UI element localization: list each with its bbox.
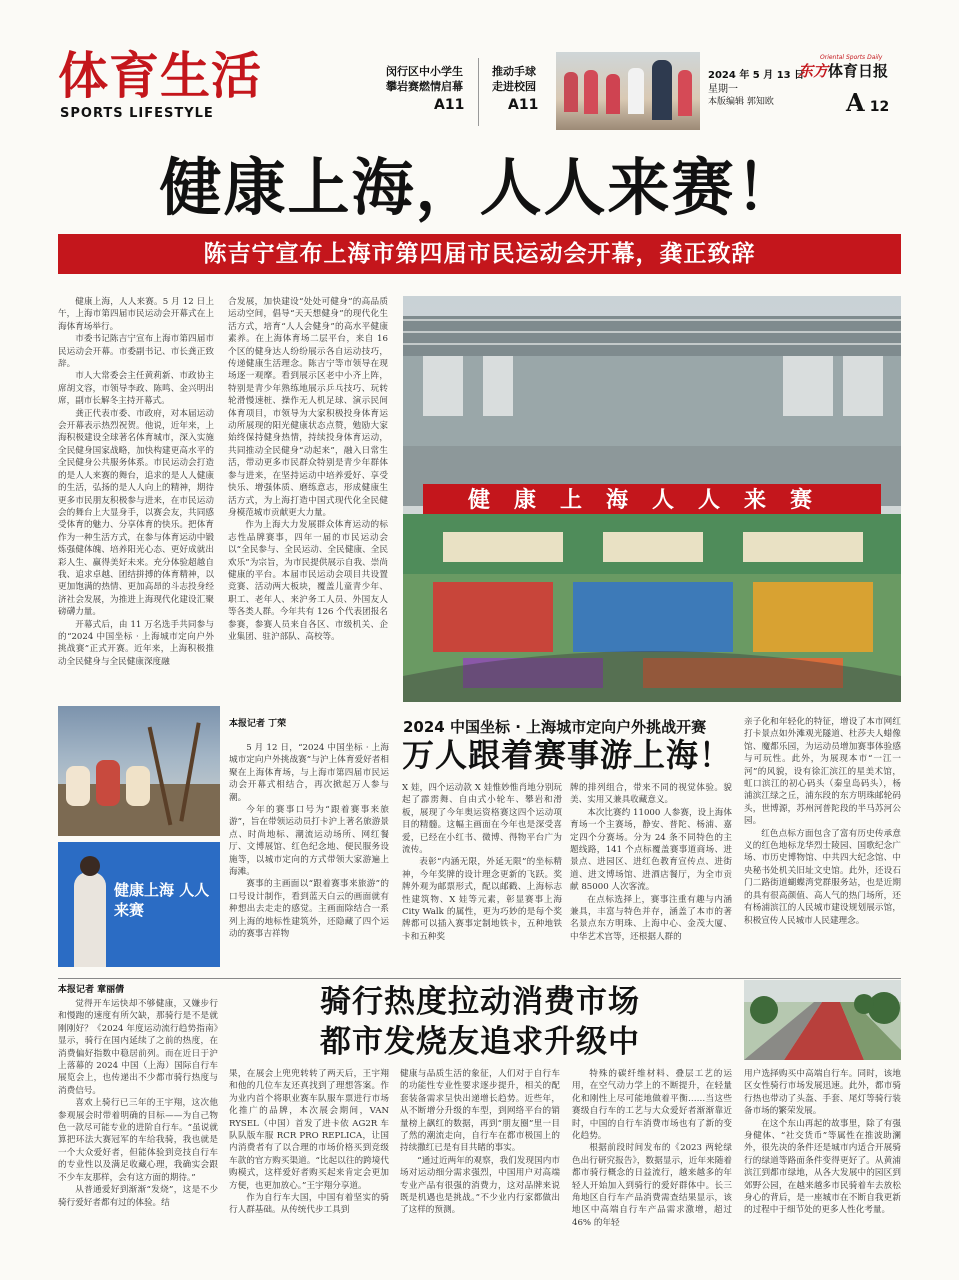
teaser-1-line2: 攀岩赛燃情启幕 (386, 80, 463, 93)
paragraph: 开幕式后，由 11 万名选手共同参与的“2024 中国坐标 · 上海城市定向户外挑战赛”正式开赛。近年来，上海积极推动全民健身与全民健康深度融 (58, 619, 214, 667)
article3-headline-line1: 骑行热度拉动消费市场 (320, 984, 640, 1020)
paragraph: 作为上海大力发展群众体育运动的标志性品牌赛事，四年一届的市民运动会以“全民参与、全民运动、全民健康、全民欢乐”为宗旨，为市民提供展示自我、崇尚健康的平台。本届市民运动会项目共设置竞赛、活动两大板块，覆盖儿童青少年、职工、老年人、来沪务工人员、外国友人等各类人群。今年共有 126 个代表团报名参赛，参赛人员来自各区、市级机关、企业集团、驻沪部队、高校等。 (228, 520, 388, 642)
paper-name-black: 体育日报 (828, 62, 889, 80)
section-subtitle: SPORTS LIFESTYLE (60, 106, 214, 121)
article3-headline (230, 982, 730, 1062)
paragraph: 在点标选择上，赛事注重有趣与内涵兼具，丰富与特色并存，涵盖了本市的著名景点东方明珠、上海中心、金茂大厦、中华艺术宫等，还根据人群的 (570, 894, 732, 942)
section-title: 体育生活 (58, 47, 262, 105)
article2-col-1 (229, 742, 389, 964)
rowing-photo[interactable] (58, 706, 220, 836)
page-number: 12 (869, 99, 890, 115)
paragraph: 亲子化和年轻化的特征，增设了本市网红打卡景点如外滩观光隧道、杜莎夫人蜡像馆、魔都乐园，为运动员增加赛事体验感与可玩性。此外，为展现本市“一江一河”的风貌，设有徐汇滨江的星美术馆，虹口滨江的初心码头（秦皇岛码头），杨浦滨江绿之丘，浦东段的东方明珠邮轮码头，世博源，苏州河普陀段的半马苏河公园。 (744, 717, 901, 827)
paragraph: 合发展，加快建设“处处可健身”的高品质运动空间，倡导“天天想健身”的现代化生活方式，培育“人人会健身”的高水平健康素养。在上海体育场二层平台，来自 16 个区的健身达人纷纷展示各自运动技巧，传递健康生活理念。陈吉宁等市领导在现场逐一观摩。看到展示区老中小齐上阵，特别是青少年熟练地展示乒乓技巧、玩转轮滑慢速桩、操作无人机足球、演示民间体育项目，市领导为大家积极投身体育运动所展现的阳光健康状态点赞，勉励大家始终保持健身热情，持续投身体育运动，共同推动全民健身“动起来”，融入日常生活，带动更多市民群众特别是青少年群体参与进来，在坚持运动中培养爱好、享受快乐、增强体质、磨练意志，形成健康生活方式，为上海打造中国式现代化全民健身模范城市贡献更大力量。 (228, 297, 388, 518)
article2-reporter: 本报记者 丁荣 (229, 719, 287, 729)
teaser-2-page: A11 (508, 97, 539, 113)
paragraph: 果，在展会上兜兜转转了两天后，王宇翔和他的几位车友还真找到了理想答案。作为业内首个将职业赛车队服车票进行市场化推广的品牌，本次展会期间，VAN RYSEL（中国）首发了进卡依 AG2R 车队队版车服 RCR PRO REPLICA，让国内消费者有了以合理的市场价格买到竞级车款的官方购买渠道。“比起以往的跨境代购模式，这样爱好者购买起来肯定会更加方便，也更加放心。”王宇翔分享道。 (229, 1069, 389, 1191)
paragraph: 牌的排列组合，带来不同的视觉体验。貌美、实用又兼具收藏意义。 (570, 783, 732, 806)
paragraph: 特殊的碳纤维材料、叠层工艺的运用，在空气动力学上的不断提升，在轻量化和刚性上尽可能地做着平衡……当这些赛级自行车的工艺与大众爱好者渐渐靠近时，中国的自行车消费市场也有了新的变化趋势。 (572, 1069, 732, 1142)
page-number-box (846, 88, 889, 116)
editors: 本版编辑 郭知欧 (708, 97, 774, 107)
paragraph: 市委书记陈吉宁宣布上海市第四届市民运动会开幕。市委副书记、市长龚正致辞。 (58, 334, 214, 370)
teaser-divider (478, 58, 479, 126)
weekday: 星期一 (708, 84, 738, 95)
teaser-1-line1: 闵行区中小学生 (386, 65, 463, 78)
paragraph: 健康与品质生活的象征，人们对于自行车的功能性专业性要求逐步提升，相关的配套装备需求呈快出递增长趋势。近些年，从不断增分升级的车型，到网络平台的销量榜上飙红的数据，再到“朋友圈”里一目了然的潮流走向，自行车在都市极国上的持续撒红已是有目共睹的事实。 (400, 1069, 560, 1154)
bike-lane-illustration (744, 980, 901, 1060)
paragraph: 作为自行车大国，中国有着坚实的骑行人群基础。从传统代步工具到 (229, 1193, 389, 1216)
lead-col-1 (58, 296, 214, 706)
teaser-2-line1: 推动手球 (492, 65, 536, 78)
masthead (0, 0, 959, 132)
paper-logo (798, 60, 888, 81)
stadium-illustration (403, 296, 901, 702)
article2-col-4 (744, 716, 901, 968)
teaser-2-line2: 走进校园 (492, 80, 536, 93)
lead-col-2 (228, 296, 388, 706)
article3-col-4 (572, 1068, 732, 1264)
paragraph: 从普通爱好到渐渐“发烧”，这是不少骑行爱好者都有过的体验。结 (58, 1185, 218, 1208)
article3-col-2 (229, 1068, 389, 1264)
article3-headline-line2: 都市发烧友追求升级中 (320, 1024, 640, 1060)
lead-subheadline-bar (58, 234, 901, 274)
paragraph: 觉得开车运快却不够健康，又嫌步行和慢跑的速度有所欠缺，那骑行是不是就刚刚好？《2024 年度运动流行趋势指南》显示，骑行在国内延续了之前的热度，在消费偏好指数中稳居前列。而在近日于沪上落幕的 2024 中国（上海）国际自行车展览会上，也传递出不少都市骑行热度与消费信号。 (58, 999, 218, 1096)
teaser-photo[interactable] (556, 52, 700, 130)
stadium-banner-text: 健康上海人人来赛 (467, 488, 837, 513)
paragraph: 龚正代表市委、市政府，对本届运动会开幕表示热烈祝贺。他说，近年来，上海积极建设全球著名体育城市，深入实施全民健身国家战略，加快构建更高水平的全民健身公共服务体系。市民运动会打造的是人人来赛的舞台，追求的是人人健康的生活，弘扬的是人人向上的精神，期待更多市民朋友积极参与进来，在市民运动会的舞台上大显身手，以赛会友，共同感受体育的魅力、分享体育的快乐。把体育作为一种生活方式，在参与体育运动中锻炼强健体魄、培养阳光心态、更好成就出彩人生、赢得美好未来。充分体验超越自我、追求卓越、团结拼搏的体育精神，以更加饱满的热情、更加高昂的斗志投身经济社会发展，为推进上海现代化建设汇聚磅礴力量。 (58, 408, 214, 618)
paragraph: 市人大常委会主任黄莉新、市政协主席胡文容，市领导李政、陈鸣、金兴明出席，副市长解冬主持开幕式。 (58, 371, 214, 407)
paragraph: 健康上海，人人来赛。5 月 12 日上午，上海市第四届市民运动会开幕式在上海体育场举行。 (58, 297, 214, 332)
date: 2024 年 5 月 13 日 (708, 70, 805, 81)
paragraph: 在这个东山再起的故事里，除了有强身健体、“社交货币”等属性在推波助澜外，很先决的条件还是城市内适合开展骑行的绿道等路面条件变得更好了。从黄浦滨江到都市绿地，从各大发展中的园区到郊野公园，在越来越多市民骑着车去放松身心的背后，是一座城市在不断自我更新的过程中于细节处的更多人性化考量。 (744, 1118, 901, 1216)
paragraph: 本次比赛约 11000 人参赛，设上海体育场一个主赛场，静安、普陀、杨浦、嘉定四个分赛场。分为 24 条不同特色的主题线路，141 个点标覆盖赛事道商场、进景点、进园区、进红色教育宣传点、进街道、进文博场馆、进酒店餐厅，为全市贡献 85000 人次客流。 (570, 807, 732, 893)
teaser-1-page: A11 (434, 97, 465, 113)
paragraph: 今年的赛事口号为“跟着赛事来旅游”，旨在带领运动员打卡沪上著名旅游景点、时尚地标、潮流运动场所、网红餐厅、文博展馆、红色纪念地、便民服务设施等，以城市定向的方式带领大家游遍上海滩。 (229, 805, 389, 878)
section-divider (58, 978, 901, 979)
article2-kicker: 2024 中国坐标 · 上海城市定向户外挑战开赛 (403, 718, 707, 736)
event-photo[interactable] (58, 842, 220, 967)
paragraph: 喜欢上骑行已三年的王宇翔，这次他参观展会时带着明确的目标——为自己物色一款尽可能专业的进阶自行车。“虽说就算把环法大赛冠军的车给我骑，我也就是一个大众爱好者，但能体验到竞技自行车的专业性以及满足收藏心理，我确实会跟不少车友那样，会有这方面的期待。” (58, 1098, 218, 1183)
article3-col-5 (744, 1068, 901, 1264)
paper-name-small: Oriental Sports Daily (820, 54, 883, 61)
article3-reporter: 本报记者 章丽倩 (58, 985, 125, 995)
paragraph: X 娃，四个运动款 X 娃惟妙惟肖地分别玩起了霹雳舞、自由式小轮车、攀岩和滑板，展现了今年奥运资格赛这四个运动项目的精髓。这幅主画面在今年也是深受喜爱，已经在小红书、微博、得物平台广为流传。 (402, 783, 562, 856)
article3-col-1 (58, 998, 218, 1264)
paragraph: “通过近两年的观察，我们发现国内市场对运动细分需求强烈，中国用户对高端专业产品有很强的消费力，这对品牌来说既是机遇也是挑战。”不少业内行家都做出了这样的预测。 (400, 1155, 560, 1216)
stadium-photo[interactable] (403, 296, 901, 702)
paragraph: 表彰“内涵无限，外延无限”的坐标精神，今年奖牌的设计理念更新的飞跃。奖牌外观为邮票形式，配以邮戳、上海标志性建筑物、X 娃等元素，彰显赛事上海 City Walk 的属性，更为巧妙的是每个奖牌都可以插入赛事定制地铁卡，五种地铁卡和五种奖 (402, 857, 562, 942)
article2-col-3 (570, 782, 732, 966)
teaser-1[interactable] (386, 64, 472, 124)
paragraph: 红色点标方面包含了富有历史传承意义的红色地标龙华烈士陵园、国歌纪念广场、市历史博物馆、中共四大纪念馆、中央秘书处机关旧址文史馆。此外，还设石门二路街道蝴蝶湾党群服务站，也是近期的具有很高颜值、高人气的热门场所，还有杨浦滨江的人民城市建设规划展示馆，积极宣传人民城市人民建理念。 (744, 828, 901, 926)
paragraph: 赛事的主画面以“跟着赛事来旅游”的口号设计制作，看到蓝天白云的画面就有种想出去走走的感觉。主画面除结合一系列上海的地标性建筑外，还隐藏了四个运动的赛事吉祥物 (229, 879, 389, 940)
paragraph: 5 月 12 日，“2024 中国坐标 · 上海城市定向户外挑战赛”与沪上体育爱好者相聚在上海体育场，与上海市第四届市民运动会开幕式相结合，再次掀起万人参与潮。 (229, 743, 389, 803)
teaser-2[interactable] (492, 64, 552, 124)
paragraph: 用户选择购买中高端自行车。同时，该地区女性骑行市场发展迅速。此外，都市骑行热也带动了头盔、手套、尾灯等骑行装备市场的繁荣发展。 (744, 1069, 901, 1117)
paragraph: 根据前段时间发布的《2023 两轮绿色出行研究报告》，数据显示，近年来随着都市骑行概念的日益流行，越来越多的年轻人开始加入到骑行的爱好群体中。长三角地区自行车产品消费需查结果显示，该地区中高端自行车产品需求激增，超过 46% 的年轻 (572, 1143, 732, 1228)
paper-name-red: 东方 (798, 62, 829, 80)
page-letter: A (846, 88, 865, 117)
bike-lane-photo[interactable] (744, 980, 901, 1060)
lead-headline: 健康上海，人人来赛！ (159, 151, 800, 224)
lead-subheadline: 陈吉宁宣布上海市第四届市民运动会开幕，龚正致辞 (203, 241, 756, 267)
article2-col-2 (402, 782, 562, 966)
article3-col-3 (400, 1068, 560, 1264)
article2-headline: 万人跟着赛事游上海！ (402, 736, 733, 774)
event-photo-text: 健康上海 人人来赛 (114, 881, 210, 919)
